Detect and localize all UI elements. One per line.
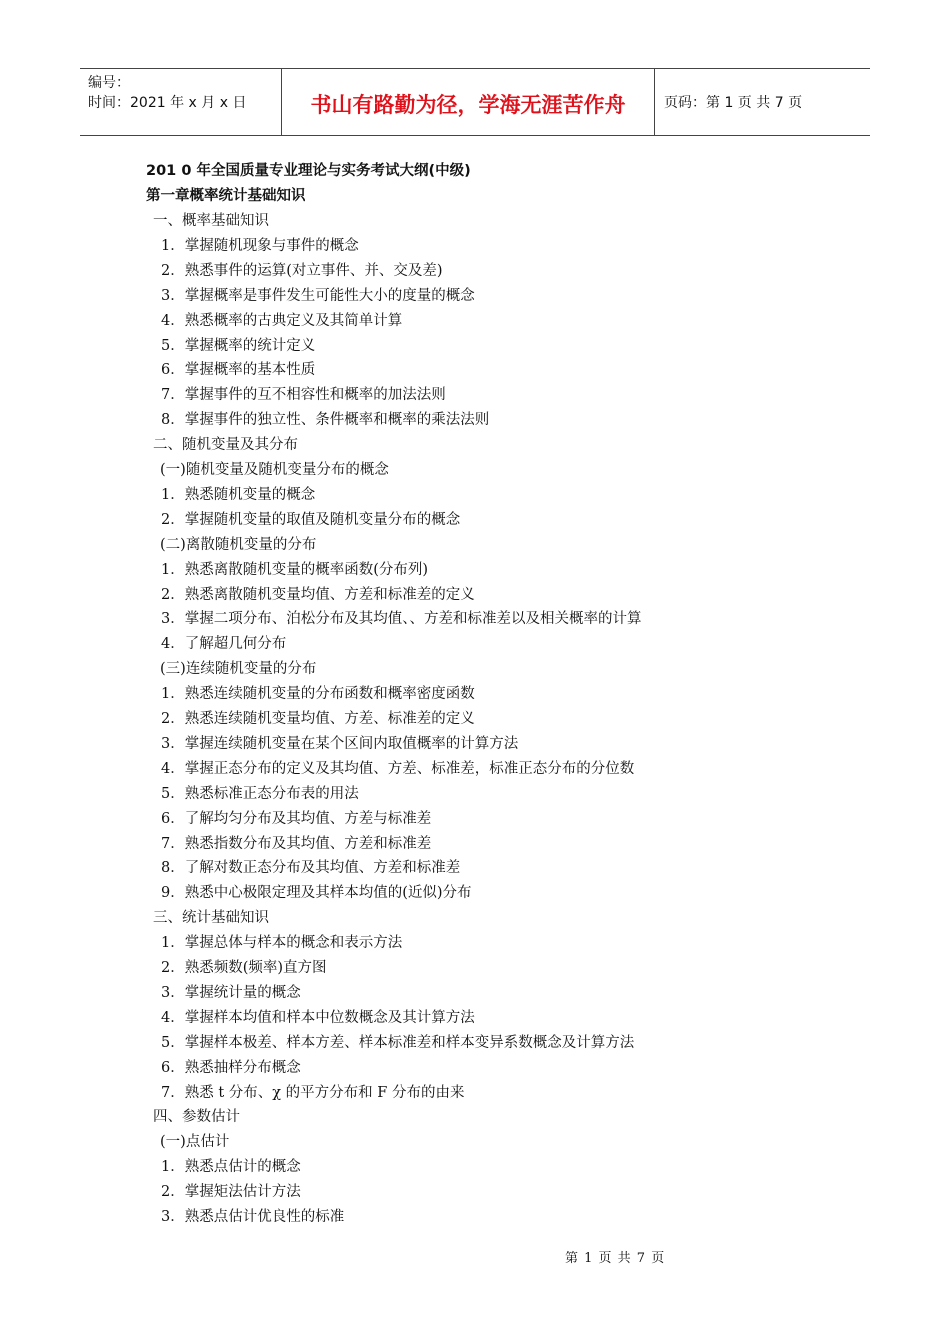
list-item: 3．掌握二项分布、泊松分布及其均值、、方差和标准差以及相关概率的计算 bbox=[161, 611, 642, 628]
list-item: 6．了解均匀分布及其均值、方差与标准差 bbox=[161, 810, 432, 827]
page-label: 页码：第 1 页 共 7 页 bbox=[664, 95, 803, 111]
list-item: 8．掌握事件的独立性、条件概率和概率的乘法法则 bbox=[161, 412, 490, 429]
list-item: 4．了解超几何分布 bbox=[161, 636, 287, 653]
chapter-heading: 第一章概率统计基础知识 bbox=[146, 188, 306, 204]
list-item: 8．了解对数正态分布及其均值、方差和标准差 bbox=[161, 860, 461, 877]
page-footer: 第 1 页 共 7 页 bbox=[565, 1251, 666, 1266]
list-item: 5．熟悉标准正态分布表的用法 bbox=[161, 785, 359, 802]
list-item: 1．熟悉连续随机变量的分布函数和概率密度函数 bbox=[161, 686, 475, 703]
list-item: 2．掌握矩法估计方法 bbox=[161, 1184, 301, 1201]
subsection-heading: (二)离散随机变量的分布 bbox=[160, 536, 317, 553]
list-item: 1．熟悉离散随机变量的概率函数(分布列) bbox=[161, 561, 429, 578]
list-item: 4．熟悉概率的古典定义及其简单计算 bbox=[161, 312, 403, 329]
list-item: 1．掌握总体与样本的概念和表示方法 bbox=[161, 935, 403, 952]
list-item: 3．掌握连续随机变量在某个区间内取值概率的计算方法 bbox=[161, 735, 519, 752]
list-item: 2．熟悉频数(频率)直方图 bbox=[161, 960, 327, 976]
list-item: 3．熟悉点估计优良性的标准 bbox=[161, 1209, 345, 1225]
motto-text: 书山有路勤为径，学海无涯苦作舟 bbox=[310, 93, 626, 117]
list-item: 4．掌握样本均值和样本中位数概念及其计算方法 bbox=[161, 1009, 475, 1026]
list-item: 9．熟悉中心极限定理及其样本均值的(近似)分布 bbox=[161, 885, 472, 902]
list-item: 2．熟悉连续随机变量均值、方差、标准差的定义 bbox=[161, 711, 475, 727]
subsection-heading: (三)连续随机变量的分布 bbox=[160, 661, 317, 678]
list-item: 4．掌握正态分布的定义及其均值、方差、标准差，标准正态分布的分位数 bbox=[161, 760, 635, 777]
list-item: 3．掌握概率是事件发生可能性大小的度量的概念 bbox=[161, 287, 475, 304]
section-heading: 三、统计基础知识 bbox=[153, 910, 269, 927]
list-item: 3．掌握统计量的概念 bbox=[161, 984, 301, 1001]
section-heading: 四、参数估计 bbox=[153, 1109, 240, 1126]
document-title: 201 0 年全国质量专业理论与实务考试大纲(中级) bbox=[146, 163, 471, 179]
list-item: 1．熟悉随机变量的概念 bbox=[161, 486, 316, 503]
list-item: 7．熟悉指数分布及其均值、方差和标准差 bbox=[161, 835, 432, 852]
header-right-cell bbox=[655, 69, 870, 135]
page-header bbox=[80, 68, 870, 136]
header-middle-cell bbox=[281, 69, 655, 135]
time-label: 时间：2021 年 x 月 x 日 bbox=[88, 95, 247, 111]
list-item: 6．熟悉抽样分布概念 bbox=[161, 1059, 301, 1076]
list-item: 1．掌握随机现象与事件的概念 bbox=[161, 237, 359, 254]
subsection-heading: (一)随机变量及随机变量分布的概念 bbox=[160, 462, 389, 478]
list-item: 1．熟悉点估计的概念 bbox=[161, 1159, 301, 1176]
list-item: 2．熟悉事件的运算(对立事件、并、交及差) bbox=[161, 262, 443, 279]
list-item: 2．熟悉离散随机变量均值、方差和标准差的定义 bbox=[161, 586, 475, 603]
subsection-heading: (一)点估计 bbox=[160, 1134, 230, 1151]
section-heading: 一、概率基础知识 bbox=[153, 213, 269, 229]
list-item: 5．掌握样本极差、样本方差、样本标准差和样本变异系数概念及计算方法 bbox=[161, 1034, 635, 1051]
section-heading: 二、随机变量及其分布 bbox=[153, 437, 298, 454]
list-item: 7．熟悉 t 分布、χ 的平方分布和 F 分布的由来 bbox=[161, 1084, 465, 1101]
list-item: 6．掌握概率的基本性质 bbox=[161, 362, 316, 379]
list-item: 5．掌握概率的统计定义 bbox=[161, 337, 316, 354]
list-item: 7．掌握事件的互不相容性和概率的加法法则 bbox=[161, 387, 446, 404]
header-left-cell bbox=[80, 69, 281, 135]
list-item: 2．掌握随机变量的取值及随机变量分布的概念 bbox=[161, 511, 461, 528]
number-label: 编号： bbox=[88, 75, 130, 91]
